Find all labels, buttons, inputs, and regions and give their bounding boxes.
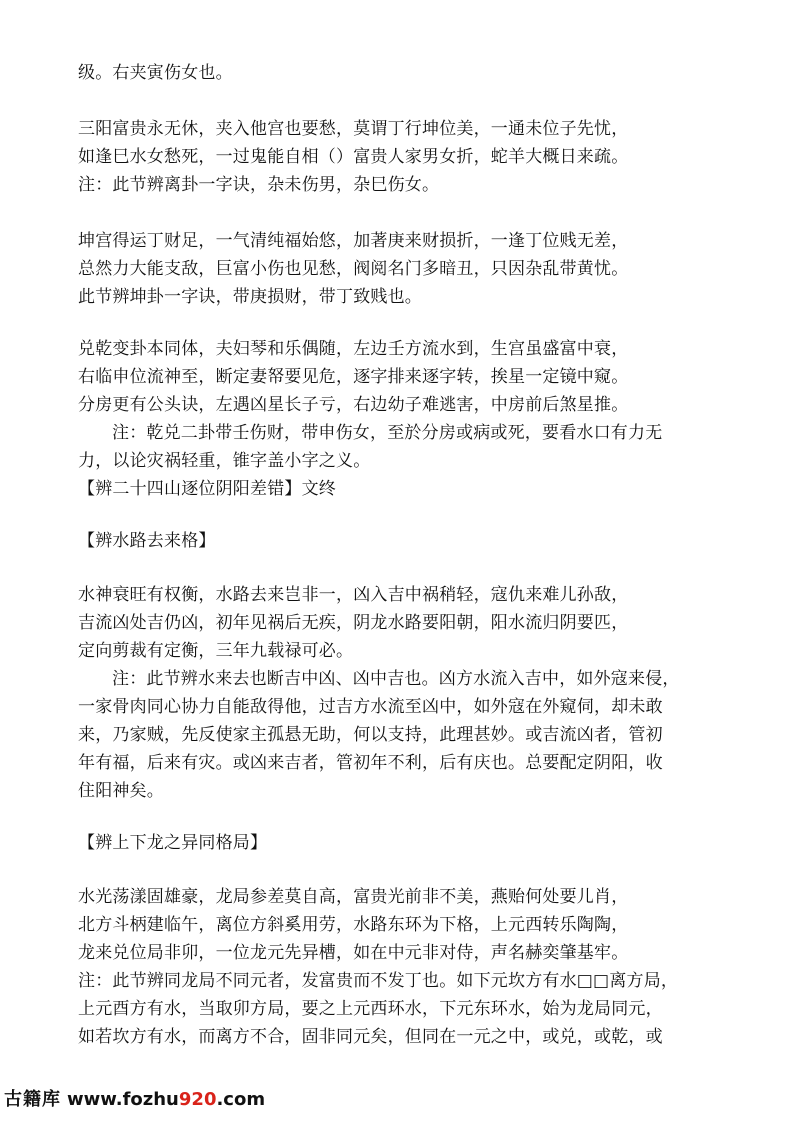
verse-line: 如逢巳水女愁死，一过鬼能自相（）富贵人家男女折，蛇羊大概日来疏。 xyxy=(78,147,629,167)
verse-line: 分房更有公头诀，左遇凶星长子亏，右边幼子难逃害，中房前后煞星推。 xyxy=(78,395,629,415)
note-line: 此节辨坤卦一字诀，带庚损财，带丁致贱也。 xyxy=(78,287,422,307)
note-line: 上元酉方有水，当取卯方局，要之上元西环水，下元东环水，始为龙局同元， xyxy=(78,999,663,1019)
verse-line: 吉流凶处吉仍凶，初年见祸后无疾，阴龙水路要阳朝，阳水流归阴要匹， xyxy=(78,613,629,633)
verse-line: 坤宫得运丁财足，一气清纯福始悠，加著庚来财损折，一逢丁位贱无差， xyxy=(78,231,629,251)
verse-line: 水光荡漾固雄豪，龙局参差莫自高，富贵光前非不美，燕贻何处要儿肖， xyxy=(78,887,629,907)
note-line: 注：乾兑二卦带壬伤财，带申伤女，至於分房或病或死，要看水口有力无 xyxy=(112,423,663,443)
note-line: 来，乃家贼，先反使家主孤悬无助，何以支持，此理甚妙。或吉流凶者，管初 xyxy=(78,725,663,745)
note-line: 力，以论灾祸轻重，锥字盖小字之义。 xyxy=(78,451,371,471)
section-end-title: 【辨二十四山逐位阴阳差错】文终 xyxy=(78,479,336,499)
watermark-url-number: 920 xyxy=(178,1089,217,1110)
verse-line: 总然力大能支敌，巨富小伤也见愁，阀阅名门多暗丑，只因杂乱带黄忧。 xyxy=(78,259,629,279)
section-heading: 【辨上下龙之异同格局】 xyxy=(78,833,268,853)
verse-line: 兑乾变卦本同体，夫妇琴和乐偶随，左边壬方流水到，生宫虽盛富中衰， xyxy=(78,339,629,359)
note-line: 一家骨肉同心协力自能敌得他，过吉方水流至凶中，如外寇在外窥伺，却未敢 xyxy=(78,697,663,717)
note-line: 年有福，后来有灾。或凶来吉者，管初年不利，后有庆也。总要配定阴阳，收 xyxy=(78,753,663,773)
note-line: 如若坎方有水，而离方不合，固非同元矣，但同在一元之中，或兑，或乾，或 xyxy=(78,1027,663,1047)
watermark-url-suffix: .com xyxy=(216,1089,266,1110)
watermark-url-prefix: www.fozhu xyxy=(67,1089,179,1110)
note-line: 住阳神矣。 xyxy=(78,781,164,801)
verse-line: 北方斗柄建临午，离位方斜奚用劳，水路东环为下格，上元西转乐陶陶， xyxy=(78,915,629,935)
verse-line: 龙来兑位局非卯，一位龙元先异槽，如在中元非对侍，声名赫奕肇基牢。 xyxy=(78,943,629,963)
text-line: 级。右夹寅伤女也。 xyxy=(78,63,233,83)
note-line: 注：此节辨同龙局不同元者，发富贵而不发丁也。如下元坎方有水□□离方局， xyxy=(78,971,679,991)
verse-line: 右临申位流神至，断定妻帑要见危，逐字排来逐字转，挨星一定镜中窥。 xyxy=(78,367,629,387)
verse-line: 水神衰旺有权衡，水路去来岂非一，凶入吉中祸稍轻，寇仇来难儿孙敌， xyxy=(78,585,629,605)
verse-line: 定向剪裁有定衡，三年九载禄可必。 xyxy=(78,641,354,661)
section-heading: 【辨水路去来格】 xyxy=(78,531,216,551)
verse-line: 三阳富贵永无休，夹入他宫也要愁，莫谓丁行坤位美，一通未位子先忧， xyxy=(78,119,629,139)
watermark-site-name: 古籍库 xyxy=(4,1089,61,1110)
watermark xyxy=(4,1088,265,1112)
note-line: 注：此节辨水来去也断吉中凶、凶中吉也。凶方水流入吉中，如外寇来侵， xyxy=(112,669,680,689)
note-line: 注：此节辨离卦一字诀，杂未伤男，杂巳伤女。 xyxy=(78,175,440,195)
